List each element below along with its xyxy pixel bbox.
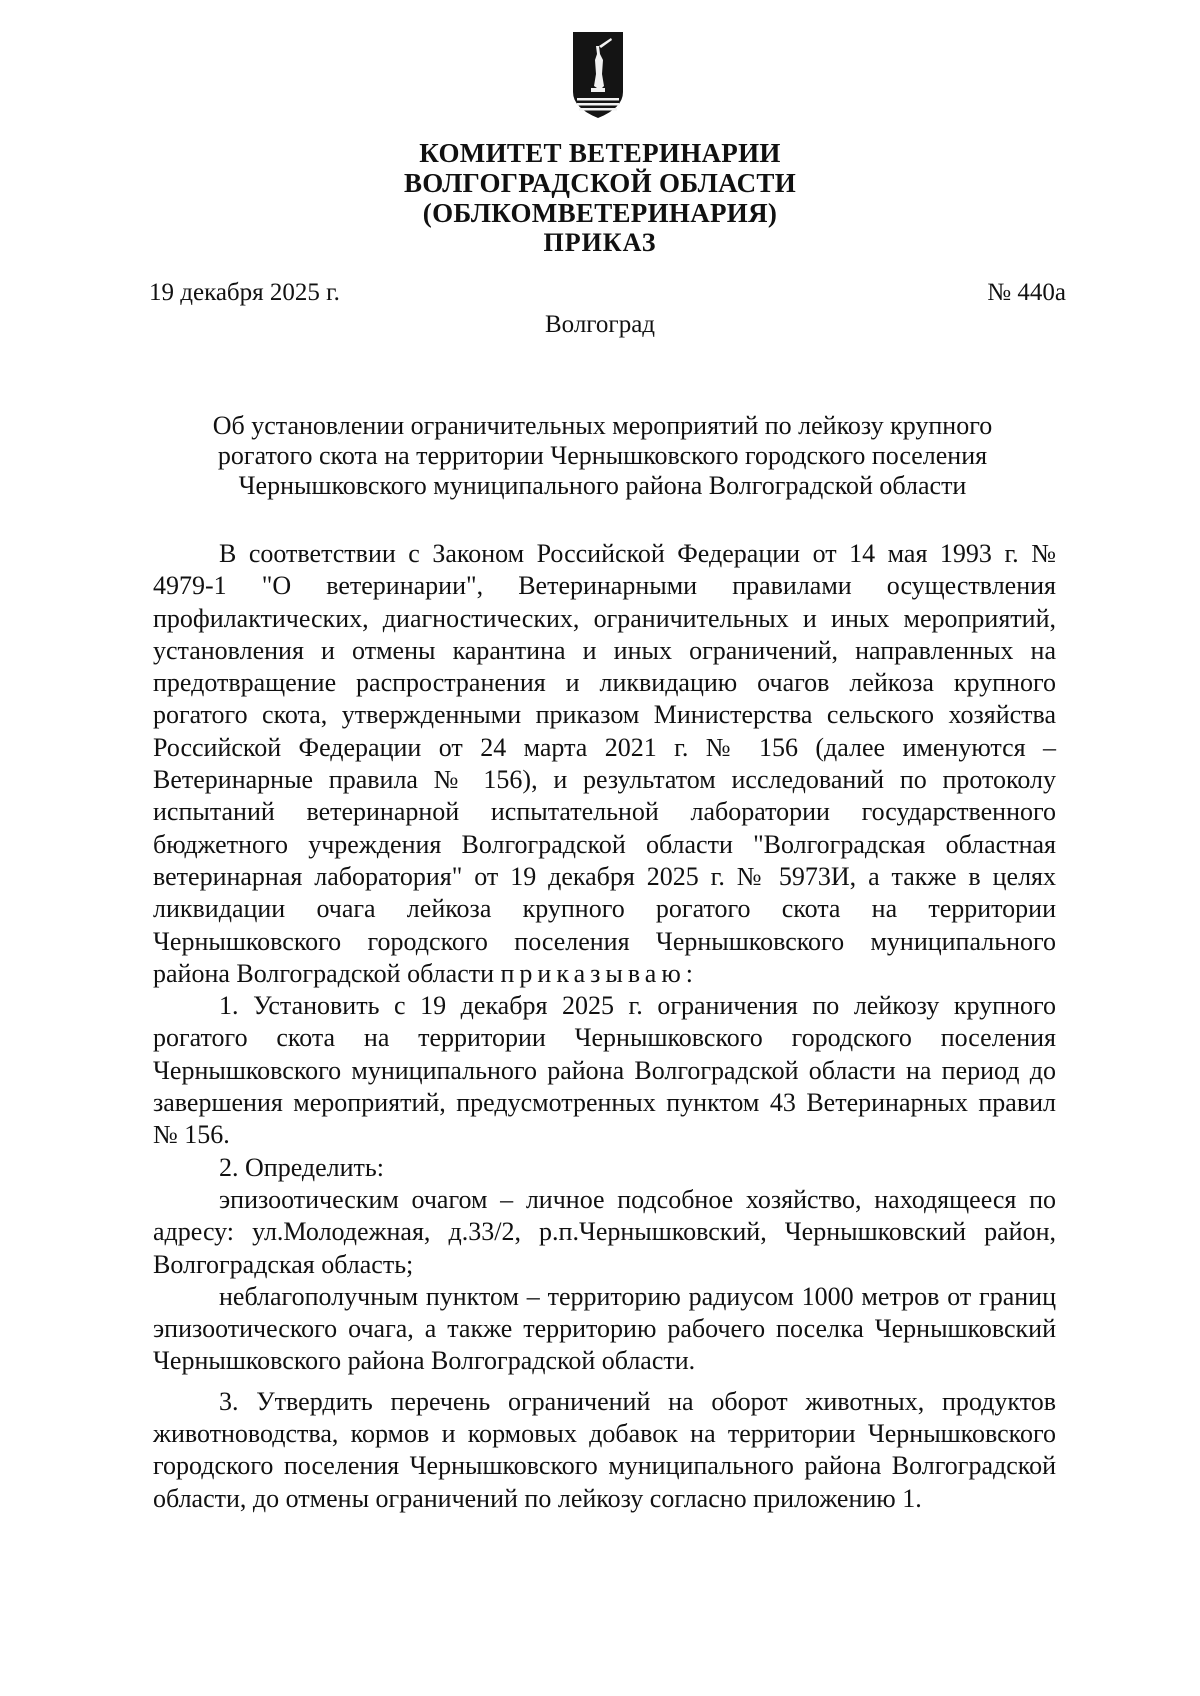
- title-line: рогатого скота на территории Чернышковского городского поселения: [217, 441, 988, 470]
- title-line: Об установлении ограничительных мероприятий по лейкозу крупного: [212, 411, 993, 440]
- document-city: Волгоград: [544, 311, 656, 338]
- preamble-text: В соответствии с Законом Российской Федерации от 14 мая 1993 г. № 4979-1 "О ветеринарии", Ветеринарными правилами осуществления профилактических, диагностических, ограничительных и иных мероприятий, установления и отмены карантина и иных ограничений, направленных на предотвращение распространения и ликвидацию очагов лейкоза крупного рогатого скота, утвержденными приказом Министерства сельского хозяйства Российской Федерации от 24 марта 2021 г. № 156 (далее именуются – Ветеринарные правила № 156), и результатом исследований по протоколу испытаний ветеринарной испытательной лаборатории государственного бюджетного учреждения Волгоградской области "Волгоградская областная ветеринарная лаборатория" от 19 декабря 2025 г. № 5973И, а также в целях ликвидации очага лейкоза крупного рогатого скота на территории Чернышковского городского поселения Чернышковского муниципального района Волгоградской области: [153, 539, 1056, 988]
- document-date: 19 декабря 2025 г.: [149, 279, 340, 306]
- title-line: Чернышковского муниципального района Волгоградской области: [238, 471, 967, 500]
- document-body: [153, 538, 1056, 1515]
- org-line: (ОБЛКОМВЕТЕРИНАРИЯ): [422, 198, 778, 228]
- item-2-paragraph: 2. Определить:: [219, 1152, 384, 1182]
- item-3-paragraph: 3. Утвердить перечень ограничений на оборот животных, продуктов животноводства, кормов и кормовых добавок на территории Чернышковского городского поселения Чернышковского муниципального района Волгоградской области, до отмены ограничений по лейкозу согласно приложению 1.: [153, 1386, 1056, 1513]
- coat-of-arms-icon: [571, 30, 625, 125]
- document-title: [150, 411, 1055, 501]
- command-word: приказываю:: [500, 958, 698, 988]
- document-number: № 440а: [987, 279, 1066, 306]
- organization-name: [0, 138, 1200, 228]
- item-2-focus-paragraph: эпизоотическим очагом – личное подсобное хозяйство, находящееся по адресу: ул.Молодежная, д.33/2, р.п.Чернышковский, Чернышковский район, Волгоградская область;: [153, 1184, 1056, 1279]
- item-2-area-paragraph: неблагополучным пунктом – территорию радиусом 1000 метров от границ эпизоотического очага, а также территорию рабочего поселка Чернышковский Чернышковского района Волгоградской области.: [153, 1281, 1056, 1376]
- document-type: ПРИКАЗ: [543, 228, 657, 257]
- org-line: КОМИТЕТ ВЕТЕРИНАРИИ: [419, 138, 781, 168]
- item-1-paragraph: 1. Установить с 19 декабря 2025 г. ограничения по лейкозу крупного рогатого скота на территории Чернышковского городского поселения Чернышковского муниципального района Волгоградской области на период до завершения мероприятий, предусмотренных пунктом 43 Ветеринарных правил № 156.: [153, 991, 1056, 1150]
- preamble-paragraph: [153, 538, 1056, 990]
- org-line: ВОЛГОГРАДСКОЙ ОБЛАСТИ: [404, 168, 796, 198]
